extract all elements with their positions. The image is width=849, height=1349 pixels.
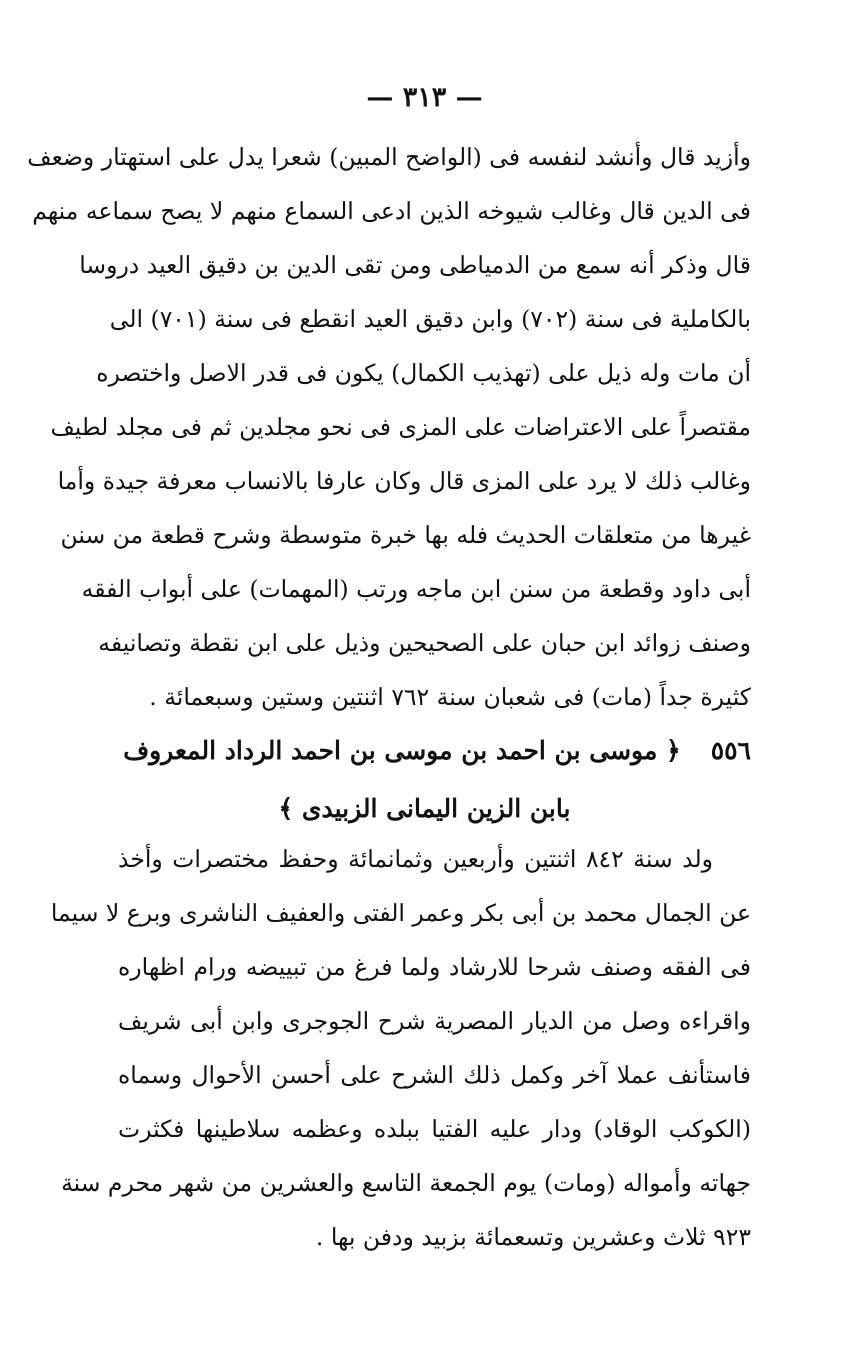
- text-line: ولد سنة ٨٤٢ اثنتين وأربعين وثمانمائة وحفظ مختصرات وأخذ: [118, 845, 714, 873]
- entry-header: [123, 724, 751, 778]
- text-line: كثيرة جداً (مات) فى شعبان سنة ٧٦٢ اثنتين وستين وسبعمائة .: [149, 683, 751, 711]
- text-line: (الكوكب الوقاد) ودار عليه الفتيا ببلده وعظمه سلاطينها فكثرت: [118, 1115, 751, 1143]
- text-line: عن الجمال محمد بن أبى بكر وعمر الفتى والعفيف الناشرى وبرع لا سيما: [50, 899, 751, 927]
- text-line: وأزيد قال وأنشد لنفسه فى (الواضح المبين) شعرا يدل على استهتار وضعف: [27, 143, 751, 171]
- text-line: واقراءه وصل من الديار المصرية شرح الجوجرى وابن أبى شريف: [118, 1007, 751, 1035]
- text-line: وغالب ذلك لا يرد على المزى قال وكان عارفا بالانساب معرفة جيدة وأما: [57, 467, 751, 495]
- biography-paragraph-2: [50, 832, 751, 1264]
- text-line: ٩٢٣ ثلاث وعشرين وتسعمائة بزبيد ودفن بها .: [315, 1223, 751, 1251]
- text-line: أبى داود وقطعة من سنن ابن ماجه ورتب (المهمات) على أبواب الفقه: [81, 575, 751, 603]
- text-line: وصنف زوائد ابن حبان على الصحيحين وذيل على ابن نقطة وتصانيفه: [98, 629, 751, 657]
- entry-subheader: بابن الزين اليمانى الزبيدى ﴾: [278, 794, 571, 823]
- text-line: جهاته وأمواله (ومات) يوم الجمعة التاسع والعشرين من شهر محرم سنة: [61, 1169, 751, 1197]
- entry-number: ٥٥٦: [710, 736, 751, 765]
- text-line: فاستأنف عملا آخر وكمل ذلك الشرح على أحسن الأحوال وسماه: [118, 1061, 751, 1089]
- page-number: — ٣١٣ —: [366, 82, 483, 113]
- text-line: بالكاملية فى سنة (٧٠٢) وابن دقيق العيد انقطع فى سنة (٧٠١) الى: [109, 305, 751, 333]
- text-line: مقتصراً على الاعتراضات على المزى فى نحو مجلدين ثم فى مجلد لطيف: [50, 413, 751, 441]
- text-line: أن مات وله ذيل على (تهذيب الكمال) يكون فى قدر الاصل واختصره: [96, 359, 751, 387]
- biography-paragraph-1: [27, 130, 751, 724]
- text-line: قال وذكر أنه سمع من الدمياطى ومن تقى الدين بن دقيق العيد دروسا: [79, 251, 751, 279]
- text-line: فى الدين قال وغالب شيوخه الذين ادعى السماع منهم لا يصح سماعه منهم: [32, 197, 751, 225]
- entry-title: ﴿ موسى بن احمد بن موسى بن احمد الرداد المعروف: [123, 736, 681, 765]
- text-line: غيرها من متعلقات الحديث فله بها خبرة متوسطة وشرح قطعة من سنن: [60, 521, 751, 549]
- text-line: فى الفقه وصنف شرحا للارشاد ولما فرغ من تبييضه ورام اظهاره: [118, 953, 751, 981]
